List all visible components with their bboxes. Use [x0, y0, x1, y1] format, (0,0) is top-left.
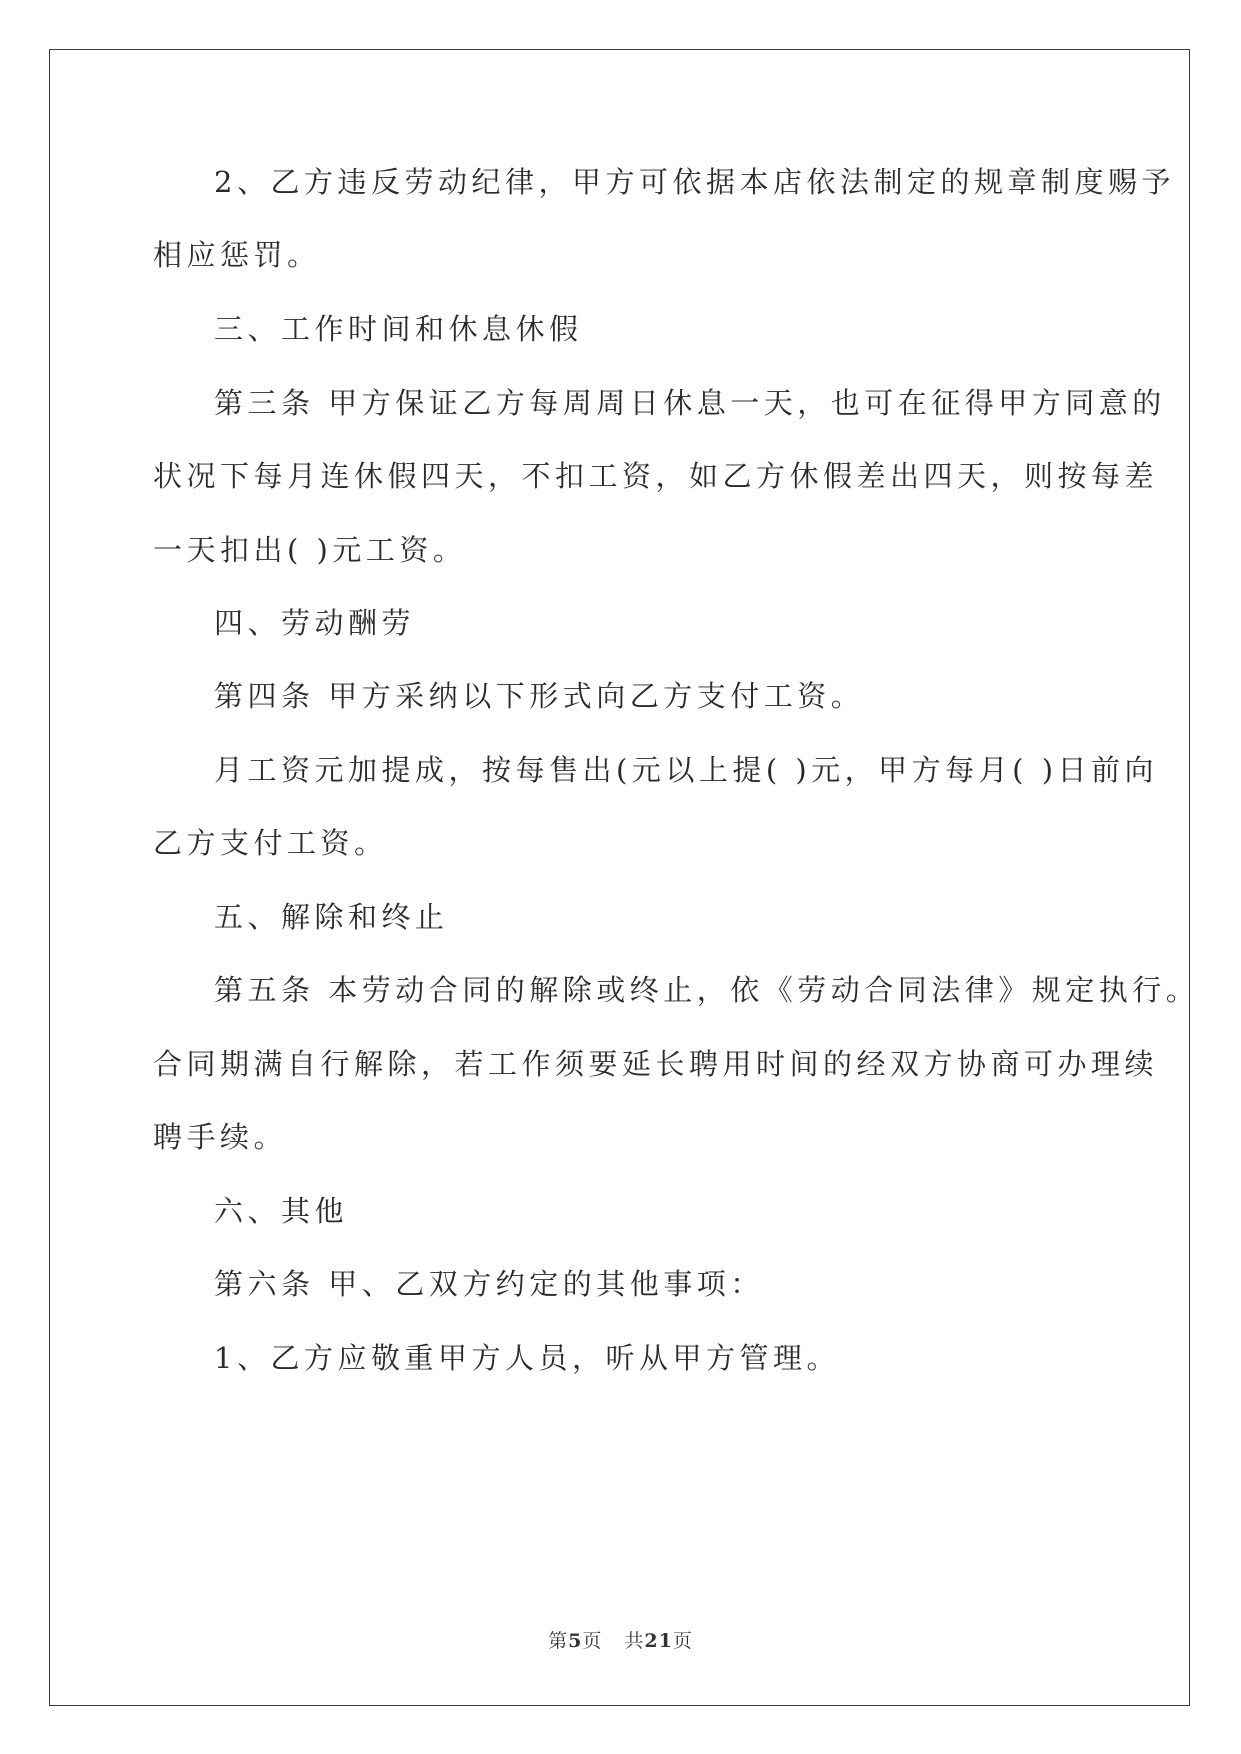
paragraph-line: 月工资元加提成，按每售出(元以上提( )元，甲方每月( )日前向 [214, 753, 1159, 787]
paragraph-line: 乙方支付工资。 [153, 826, 388, 860]
footer-prefix: 第 [548, 1630, 569, 1652]
paragraph-line: 第五条 本劳动合同的解除或终止，依《劳动合同法律》规定执行。 [214, 973, 1200, 1007]
paragraph-line: 相应惩罚。 [153, 238, 321, 272]
total-page-count: 21 [644, 1630, 673, 1652]
paragraph-line: 状况下每月连休假四天，不扣工资，如乙方休假差出四天，则按每差 [153, 459, 1159, 493]
page-footer [0, 1626, 1241, 1653]
section-heading: 五、解除和终止 [214, 900, 449, 934]
paragraph-line: 1、乙方应敬重甲方人员，听从甲方管理。 [214, 1341, 840, 1375]
section-heading: 四、劳动酬劳 [214, 606, 416, 640]
page-border [49, 49, 1190, 1706]
paragraph-line: 一天扣出( )元工资。 [153, 533, 467, 567]
paragraph-line: 合同期满自行解除，若工作须要延长聘用时间的经双方协商可办理续 [153, 1047, 1159, 1081]
section-heading: 六、其他 [214, 1194, 349, 1228]
paragraph-line: 第三条 甲方保证乙方每周周日休息一天，也可在征得甲方同意的 [214, 386, 1166, 420]
paragraph-line: 第六条 甲、乙双方约定的其他事项： [214, 1267, 764, 1301]
current-page-number: 5 [568, 1630, 583, 1652]
footer-total-suffix: 页 [672, 1630, 693, 1652]
footer-total-prefix: 共 [624, 1630, 645, 1652]
footer-page-suffix: 页 [582, 1630, 603, 1652]
paragraph-line: 聘手续。 [153, 1120, 288, 1154]
paragraph-line: 第四条 甲方采纳以下形式向乙方支付工资。 [214, 679, 865, 713]
section-heading: 三、工作时间和休息休假 [214, 312, 583, 346]
paragraph-line: 2、乙方违反劳动纪律，甲方可依据本店依法制定的规章制度赐予 [214, 165, 1175, 199]
